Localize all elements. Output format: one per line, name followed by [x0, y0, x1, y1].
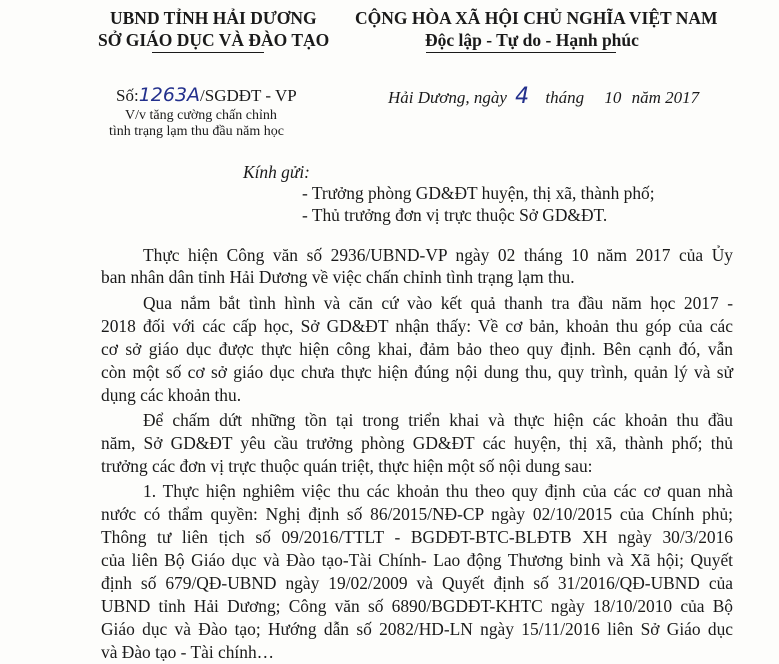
p3-line3: trưởng các đơn vị trực thuộc quán triệt, thực hiện một số nội dung sau:	[101, 456, 593, 476]
p4-line2: nước có thẩm quyền: Nghị định số 86/2015/NĐ-CP ngày 02/10/2015 của Chính phủ;	[101, 504, 733, 524]
p3-line1: Để chấm dứt những tồn tại trong triển khai và thực hiện các khoản thu đầu	[143, 410, 733, 430]
p3-line2: năm, Sở GD&ĐT yêu cầu trưởng phòng GD&ĐT các huyện, thị xã, thành phố; thủ	[101, 433, 733, 453]
document-number	[116, 84, 297, 106]
issuer-underline	[152, 52, 264, 53]
national-motto: Độc lập - Tự do - Hạnh phúc	[425, 30, 639, 50]
date-month-label: tháng	[545, 88, 585, 107]
p2-line4: còn một số cơ sở giáo dục chưa thực hiện đúng nội dung thu, quy trình, quản lý và sử	[101, 362, 733, 382]
p2-line2: 2018 đối với các cấp học, Sở GD&ĐT nhận thấy: Về cơ bản, khoản thu góp của các	[101, 316, 733, 336]
date-year: năm 2017	[631, 88, 700, 107]
p2-line1: Qua nắm bắt tình hình và căn cứ vào kết quả thanh tra đầu năm học 2017 -	[143, 293, 733, 313]
date-day: 4	[515, 84, 530, 109]
date-place: Hải Dương, ngày	[388, 88, 507, 107]
p4-line7: Giáo dục và Đào tạo; Hướng dẫn số 2082/HD-LN ngày 15/11/2016 liên Sở Giáo dục	[101, 619, 733, 639]
document-number-handwritten: 1263A	[138, 84, 201, 106]
national-title: CỘNG HÒA XÃ HỘI CHỦ NGHĨA VIỆT NAM	[355, 8, 718, 28]
p4-line1: 1. Thực hiện nghiêm việc thu các khoản thu theo quy định của các cơ quan nhà	[143, 481, 733, 501]
p1-line2: ban nhân dân tỉnh Hải Dương về việc chấn chỉnh tình trạng lạm thu.	[101, 267, 575, 287]
recipient-2: - Thủ trưởng đơn vị trực thuộc Sở GD&ĐT.	[302, 205, 608, 225]
greeting: Kính gửi:	[243, 162, 310, 182]
p4-line3: Thông tư liên tịch số 09/2016/TTLT - BGDĐT-BTC-BLĐTB XH ngày 30/3/2016	[101, 527, 733, 547]
p2-line3: cơ sở giáo dục được thực hiện công khai, đảm bảo theo quy định. Bên cạnh đó, vẫn	[101, 339, 733, 359]
document-number-suffix: /SGDĐT - VP	[200, 86, 297, 105]
p4-line4: của liên Bộ Giáo dục và Đào tạo-Tài Chính- Lao động Thương binh và Xã hội; Quyết	[101, 550, 733, 570]
p4-line8: và Đào tạo - Tài chính…	[101, 642, 275, 662]
date-line	[388, 84, 699, 109]
recipient-1: - Trưởng phòng GD&ĐT huyện, thị xã, thành phố;	[302, 183, 655, 203]
p2-line5: dụng các khoản thu.	[101, 385, 242, 405]
p1-line1: Thực hiện Công văn số 2936/UBND-VP ngày 02 tháng 10 năm 2017 của Ủy	[143, 245, 733, 265]
issuer-line2: SỞ GIÁO DỤC VÀ ĐÀO TẠO	[98, 30, 330, 50]
p4-line5: định số 679/QĐ-UBND ngày 19/02/2009 và Quyết định số 31/2016/QĐ-UBND của	[101, 573, 733, 593]
motto-underline	[426, 52, 616, 53]
subject-line2: tình trạng lạm thu đầu năm học	[109, 124, 284, 139]
subject-line1: V/v tăng cường chấn chỉnh	[125, 108, 277, 123]
p4-line6: UBND tỉnh Hải Dương; Công văn số 6890/BGDĐT-KHTC ngày 18/10/2010 của Bộ	[101, 596, 733, 616]
document-number-prefix: Số:	[116, 86, 139, 105]
date-month: 10	[604, 88, 622, 107]
issuer-line1: UBND TỈNH HẢI DƯƠNG	[110, 8, 317, 28]
